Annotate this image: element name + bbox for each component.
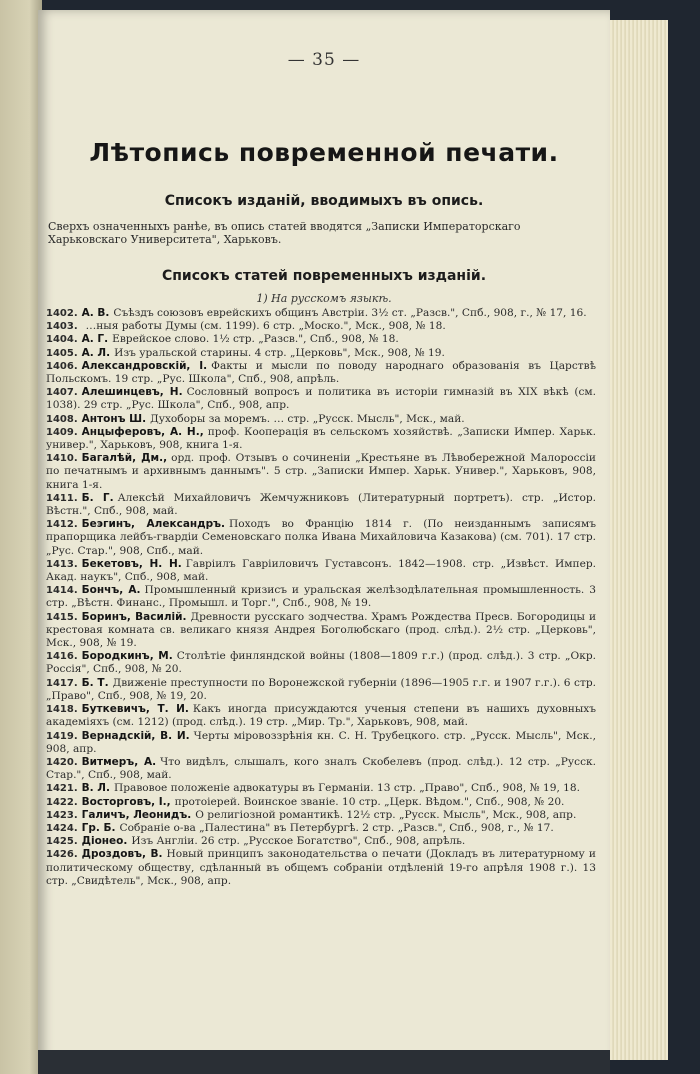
entry-author: Гр. Б. [81,821,116,834]
section-heading-editions: Списокъ изданій, вводимыхъ въ опись. [164,193,484,209]
bibliography-entry [46,347,596,360]
entry-number: 1418. [46,704,78,716]
entry-number: 1409. [46,426,78,438]
bibliography-entry [46,584,596,610]
entry-author: Буткевичъ, Т. И. [81,703,189,716]
entry-number: 1416. [46,651,78,663]
bibliography-entry [46,333,596,346]
entry-text: Черты міровоззрѣнія кн. С. Н. Трубецкого. стр. „Русск. Мысль", Мск., 908, апр. [46,729,596,755]
entry-number: 1424. [46,822,78,834]
bibliography-entry [46,360,596,386]
entry-author: Бончъ, А. [81,584,141,597]
entry-author: А. В. [81,307,110,319]
entry-number: 1402. [46,308,78,319]
entry-number: 1413. [46,558,78,570]
entry-text: Что видѣлъ, слышалъ, кого зналъ Скобелевъ (прод. слѣд.). 12 стр. „Русск. Стар.", Спб., 908, май. [46,755,596,782]
bibliography-entry [46,386,596,412]
entry-text: Столѣтіе финляндской войны (1808—1809 г.г.) (прод. слѣд.). 3 стр. „Окр. Россія", Спб., 908, № 20. [46,650,596,676]
entries-list [46,307,596,888]
entry-text: Гавріилъ Гавріиловичъ Густавсонъ. 1842—1908. стр. „Извѣст. Импер. Акад. наукъ", Спб., 908, май. [46,557,597,584]
entry-number: 1411. [46,492,78,504]
entry-number: 1426. [46,849,78,861]
entry-number: 1414. [46,585,78,597]
entry-text: Еврейское слово. 1½ стр. „Разсв.", Спб., 908, № 18. [112,333,399,346]
bibliography-entry [46,703,596,729]
section-heading-articles: Списокъ статей повременныхъ изданій. [161,268,487,284]
bibliography-entry [46,730,596,756]
intro-paragraph: Сверхъ означенныхъ ранѣе, въ опись статей вводятся „Записки Императорскаго Харьковскаго Университета", Харьковъ. [48,220,521,246]
entry-author: Александровскій, І. [81,359,208,372]
entry-author: А. Л. [81,346,111,359]
book-page [38,10,610,1064]
entry-text: протоіерей. Воинское званіе. 10 стр. „Церк. Вѣдом.", Спб., 908, № 20. [174,795,565,808]
entry-author: Б. Т. [81,676,109,689]
entry-text: Промышленный кризисъ и уральская желѣзодѣлательная промышленность. 3 стр. „Вѣстн. Финанс., Промышл. и Торг.", Спб., 908, № 19. [46,584,596,610]
entry-author: Б. Г. [81,491,114,504]
entry-text: проф. Кооперація въ сельскомъ хозяйствѣ. „Записки Импер. Харьк. универ.", Харьковъ, 908, книга 1-я. [46,425,596,452]
entry-number: 1406. [46,360,78,372]
bibliography-entry [46,413,596,426]
entry-text: Сословный вопросъ и политика въ исторіи гимназій въ XIX вѣкѣ (см. 1038). 29 стр. „Рус. Школа", Спб., 908, апр. [46,386,597,412]
entry-author: Діонео. [81,835,128,848]
entry-text: …ныя работы Думы (см. 1199). 6 стр. „Моско.", Мск., 908, № 18. [85,320,446,333]
entry-text: Новый принципъ законодательства о печати (Докладъ въ литературному и политическому обществу, сдѣланный въ общемъ собраніи отдѣленій 19-го апрѣля 1908 г.). 13 стр. „Свидѣтель", Мск., 908, апр. [46,848,596,887]
entry-number: 1404. [46,334,78,346]
entry-author: Анцыферовъ, А. Н., [81,425,204,438]
entry-number: 1417. [46,677,78,689]
entry-text: Собраніе о-ва „Палестина" въ Петербургѣ. 2 стр. „Разсв.", Спб., 908, г., № 17. [119,821,554,834]
entry-author: Дроздовъ, В. [81,848,163,861]
entry-author: Бородкинъ, М. [81,650,173,663]
entry-number: 1420. [46,756,78,768]
bibliography-entry [46,426,596,452]
entry-text: орд. проф. Отзывъ о сочиненіи „Крестьяне въ Лѣвобережной Малороссіи по печатнымъ и архивнымъ даннымъ". 5 стр. „Записки Импер. Харьк. Универ.", Харьковъ, 908, книга 1-я. [46,452,596,491]
entry-author: Алешинцевъ, Н. [81,386,183,399]
bibliography-entry [46,518,596,558]
bibliography-entry [46,848,596,888]
entry-author: Антонъ Ш. [81,412,147,425]
page-number: — 35 — [287,50,361,70]
entry-number: 1410. [46,453,78,465]
entry-number: 1415. [46,611,78,623]
bibliography-entry [46,809,596,822]
page-edges-stack [606,20,668,1060]
entry-number: 1425. [46,836,78,848]
entry-author: Витмеръ, А. [81,755,157,768]
entry-text: Факты и мысли по поводу народнаго образованія въ Царствѣ Польскомъ. 19 стр. „Рус. Школа", Спб., 908, апрѣль. [46,359,596,386]
bibliography-entry [46,452,596,492]
bibliography-entry [46,650,596,676]
entry-number: 1405. [46,347,78,359]
entry-number: 1421. [46,783,78,795]
entry-text: Какъ иногда присуждаются ученыя степени въ нашихъ духовныхъ академіяхъ (см. 1212) (прод. слѣд.). 19 стр. „Мир. Тр.", Харьковъ, 908, май. [46,703,596,729]
entry-text: Правовое положеніе адвокатуры въ Германіи. 13 стр. „Право", Спб., 908, № 19, 18. [114,782,581,795]
page-bottom-shadow [38,1050,610,1074]
bibliography-entry [46,835,596,848]
entry-author: Вернадскій, В. И. [81,729,190,742]
bibliography-entry [46,796,596,809]
bibliography-entry [46,756,596,782]
entry-number: 1419. [46,730,78,742]
entry-author: Бекетовъ, Н. Н. [81,557,182,570]
bibliography-entry [46,822,596,835]
entry-number: 1412. [46,519,78,531]
bibliography-entry [46,492,596,518]
bibliography-entry [46,611,596,651]
entry-text: Изъ Англіи. 26 стр. „Русское Богатство", Спб., 908, апрѣль. [131,835,466,848]
entry-number: 1407. [46,387,78,399]
entry-text: Съѣздъ союзовъ еврейскихъ общинъ Австріи. 3½ ст. „Разсв.", Спб., 908, г., № 17, 16. [113,307,587,319]
entry-number: 1423. [46,809,78,821]
entry-author: А. Г. [81,333,109,346]
language-subheading: 1) На русскомъ языкѣ. [256,292,392,305]
entry-author: Багалѣй, Дм., [81,452,168,465]
bibliography-entry [46,307,596,320]
bibliography-entry [46,558,596,584]
entry-text: Походъ во Францію 1814 г. (По неизданнымъ записямъ прапорщика лейбъ-гвардіи Семеновскаго полка Ивана Михайловича Казакова) (см. 701). 17 стр. „Рус. Стар.", 908, Спб., май. [46,518,596,557]
bibliography-entry [46,677,596,703]
entry-text: Алексѣй Михайловичъ Жемчужниковъ (Литературный портретъ). стр. „Истор. Вѣстн.", Спб., 908, май. [46,491,597,518]
entry-text: Духоборы за моремъ. … стр. „Русск. Мысль", Мск., май. [150,412,465,425]
entry-number: 1403. [46,321,78,333]
entry-author: Боринъ, Василій. [81,610,187,623]
bibliography-entry [46,320,596,333]
page-title: Лѣтопись повременной печати. [89,138,559,167]
bibliography-entry [46,782,596,795]
previous-page-edge [0,0,42,1074]
entry-text: Древности русскаго зодчества. Храмъ Рождества Пресв. Богородицы и крестовая комната св. великаго князя Андрея Боголюбскаго (прод. слѣд.). 2½ стр. „Церковь", Мск., 908, № 19. [46,610,597,650]
entry-text: Движеніе преступности по Воронежской губерніи (1896—1905 г.г. и 1907 г.г.). 6 стр. „Право", Спб., 908, № 19, 20. [46,676,596,702]
entry-text: Изъ уральской старины. 4 стр. „Церковь", Мск., 908, № 19. [114,346,445,359]
entry-author: В. Л. [81,782,110,795]
entry-author: Беэгинъ, Александръ. [81,518,226,531]
entry-author: Восторговъ, І., [81,795,171,808]
entry-number: 1422. [46,796,78,808]
entry-author: Галичъ, Леонидъ. [81,808,192,821]
entry-number: 1408. [46,413,78,425]
entry-text: О религіозной романтикѣ. 12½ стр. „Русск. Мысль", Мск., 908, апр. [195,808,577,821]
